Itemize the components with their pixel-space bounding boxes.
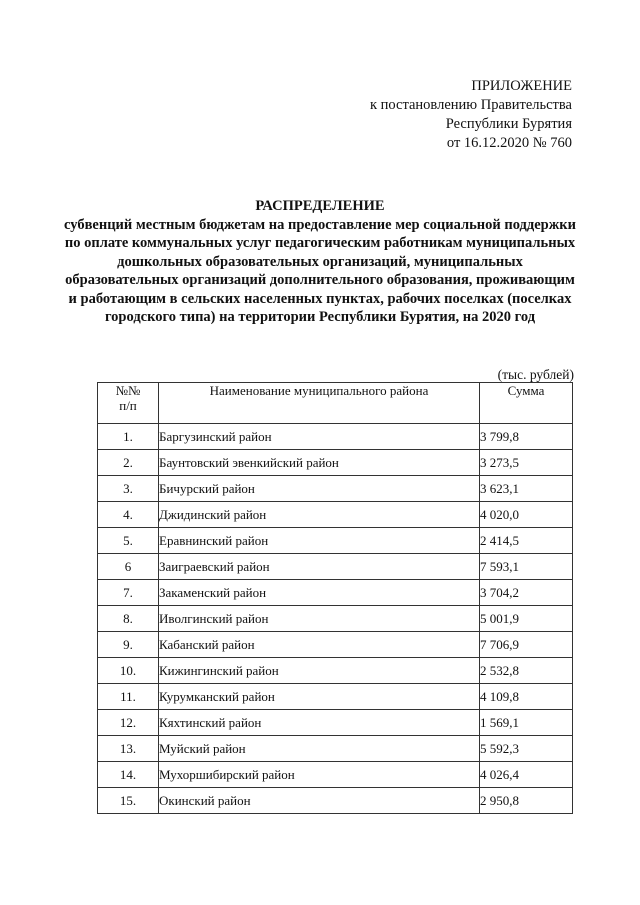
appendix-republic: Республики Бурятия <box>445 116 572 132</box>
row-sum: 2 532,8 <box>480 658 573 684</box>
distribution-table <box>97 382 573 814</box>
row-number: 11. <box>98 684 159 710</box>
row-sum: 3 799,8 <box>480 424 573 450</box>
appendix-heading <box>370 77 572 153</box>
row-sum: 4 026,4 <box>480 762 573 788</box>
row-district: Баргузинский район <box>159 424 480 450</box>
units-note: (тыс. рублей) <box>497 367 574 382</box>
row-number: 9. <box>98 632 159 658</box>
table-row <box>98 554 573 580</box>
table-row <box>98 450 573 476</box>
row-sum: 4 109,8 <box>480 684 573 710</box>
row-district: Джидинский район <box>159 502 480 528</box>
header-number <box>98 383 159 424</box>
row-number: 1. <box>98 424 159 450</box>
row-district: Курумканский район <box>159 684 480 710</box>
row-sum: 2 414,5 <box>480 528 573 554</box>
row-district: Заиграевский район <box>159 554 480 580</box>
row-number: 8. <box>98 606 159 632</box>
table-row <box>98 658 573 684</box>
table-row <box>98 476 573 502</box>
header-number-line1: №№ <box>115 383 141 398</box>
row-number: 4. <box>98 502 159 528</box>
table-row <box>98 528 573 554</box>
row-district: Еравнинский район <box>159 528 480 554</box>
header-number-line2: п/п <box>119 398 137 413</box>
table-row <box>98 606 573 632</box>
row-sum: 4 020,0 <box>480 502 573 528</box>
row-district: Бичурский район <box>159 476 480 502</box>
row-district: Окинский район <box>159 788 480 814</box>
header-sum: Сумма <box>480 383 573 424</box>
row-number: 12. <box>98 710 159 736</box>
appendix-decree: к постановлению Правительства <box>370 97 572 113</box>
row-sum: 7 593,1 <box>480 554 573 580</box>
table-header-row <box>98 383 573 424</box>
row-district: Закаменский район <box>159 580 480 606</box>
row-district: Мухоршибирский район <box>159 762 480 788</box>
row-number: 6 <box>98 554 159 580</box>
row-district: Кабанский район <box>159 632 480 658</box>
row-district: Кяхтинский район <box>159 710 480 736</box>
row-number: 5. <box>98 528 159 554</box>
table-row <box>98 502 573 528</box>
table-row <box>98 788 573 814</box>
row-number: 14. <box>98 762 159 788</box>
table-row <box>98 684 573 710</box>
row-sum: 2 950,8 <box>480 788 573 814</box>
row-sum: 3 273,5 <box>480 450 573 476</box>
table-row <box>98 424 573 450</box>
document-title <box>60 197 580 327</box>
row-sum: 5 001,9 <box>480 606 573 632</box>
row-number: 13. <box>98 736 159 762</box>
row-number: 15. <box>98 788 159 814</box>
row-district: Иволгинский район <box>159 606 480 632</box>
row-sum: 3 623,1 <box>480 476 573 502</box>
appendix-date-number: от 16.12.2020 № 760 <box>446 135 572 151</box>
row-sum: 3 704,2 <box>480 580 573 606</box>
row-district: Баунтовский эвенкийский район <box>159 450 480 476</box>
title-subtitle: субвенций местным бюджетам на предоставление мер социальной поддержки по оплате коммунальных услуг педагогическим работникам муниципальных дошкольных образовательных организаций, муниципальных образовательных организаций дополнительного образования, проживающим и работающим в сельских населенных пунктах, рабочих поселках (поселках городского типа) на территории Республики Бурятия, на 2020 год <box>64 216 576 325</box>
title-main: РАСПРЕДЕЛЕНИЕ <box>255 198 385 214</box>
row-number: 10. <box>98 658 159 684</box>
row-sum: 5 592,3 <box>480 736 573 762</box>
appendix-label: ПРИЛОЖЕНИЕ <box>471 78 572 94</box>
table-row <box>98 632 573 658</box>
row-sum: 7 706,9 <box>480 632 573 658</box>
row-number: 3. <box>98 476 159 502</box>
row-number: 2. <box>98 450 159 476</box>
table-row <box>98 736 573 762</box>
row-district: Кижингинский район <box>159 658 480 684</box>
table-row <box>98 580 573 606</box>
row-number: 7. <box>98 580 159 606</box>
row-sum: 1 569,1 <box>480 710 573 736</box>
row-district: Муйский район <box>159 736 480 762</box>
header-name: Наименование муниципального района <box>159 383 480 424</box>
table-row <box>98 762 573 788</box>
table-row <box>98 710 573 736</box>
